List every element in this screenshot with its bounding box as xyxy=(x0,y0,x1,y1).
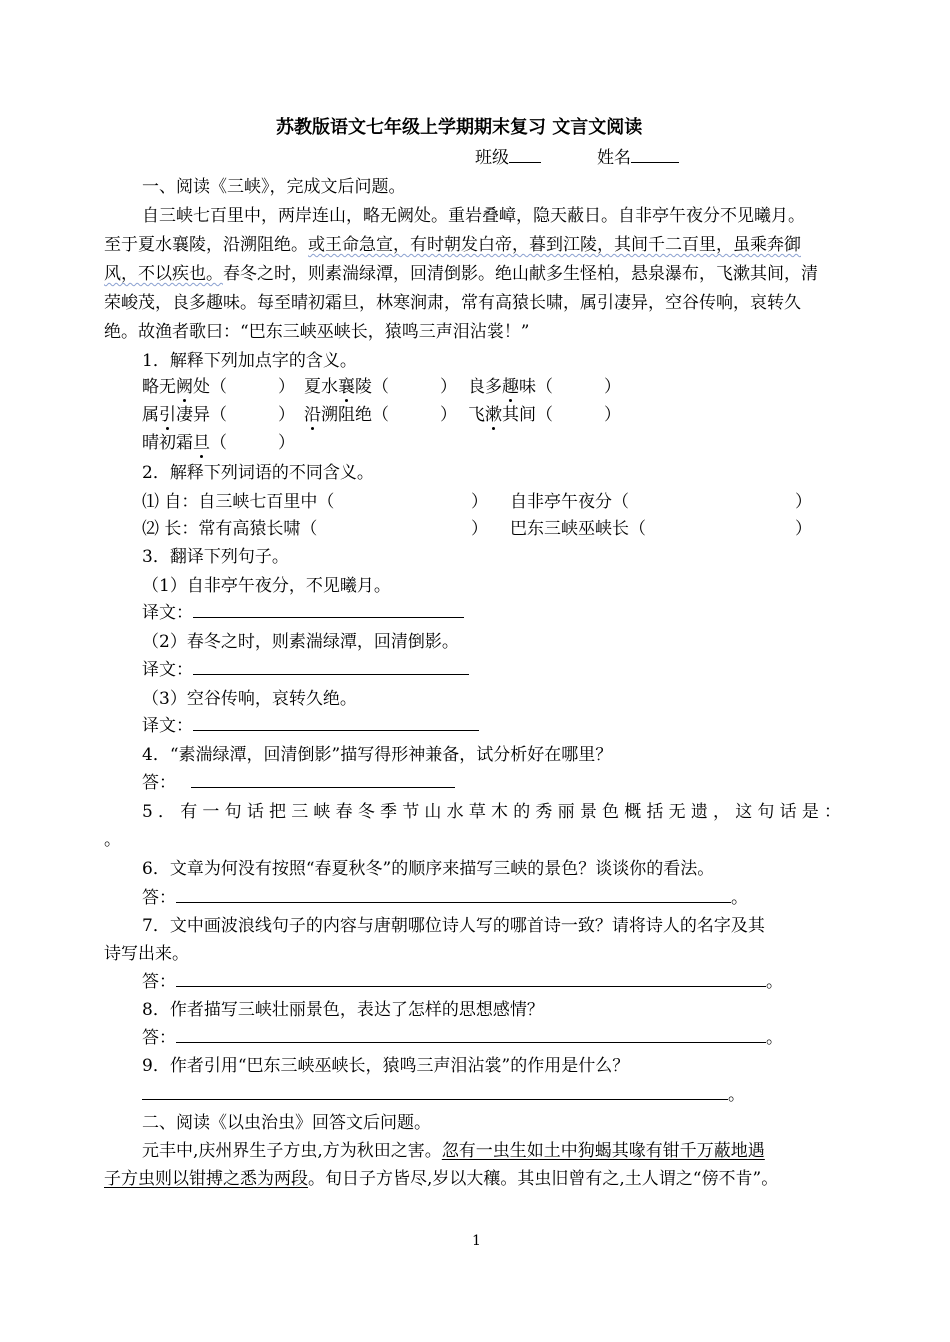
dotted-character: 沿 xyxy=(304,405,321,425)
q2-row-1-left: ⑴ 自：自三峡七百里中（ xyxy=(142,492,335,512)
underlined-sentence: 子方虫则以钳搏之悉为两段 xyxy=(104,1169,308,1189)
name-label: 姓名 xyxy=(597,148,631,168)
question-5-prompt: 5．有一句话把三峡春冬季节山水草木的秀丽景色概括无遗，这句话是： xyxy=(142,802,847,822)
q8-answer xyxy=(142,1026,783,1050)
section1-heading: 一、阅读《三峡》，完成文后问题。 xyxy=(142,177,406,197)
passage-line-4: 荣峻茂，良多趣味。每至晴初霜旦，林寒涧肃，常有高猿长啸，属引凄异，空谷传响，哀转久 xyxy=(104,293,801,313)
q1-item xyxy=(142,431,295,455)
class-field xyxy=(475,146,541,170)
answer-line[interactable] xyxy=(176,970,766,987)
q3-answer-2 xyxy=(142,658,469,682)
answer-paren[interactable]: （ ） xyxy=(210,433,295,453)
answer-paren[interactable]: （ ） xyxy=(536,405,621,425)
q1-word-part: 味 xyxy=(519,377,536,397)
answer-paren[interactable]: （ ） xyxy=(210,377,295,397)
sentence-end: 。 xyxy=(731,888,748,908)
q1-item xyxy=(304,375,457,399)
q3-answer-1 xyxy=(142,601,464,625)
q6-answer xyxy=(142,886,748,910)
q3-sentence-1: （1）自非亭午夜分，不见曦月。 xyxy=(142,576,391,596)
sentence-end: 。 xyxy=(766,1028,783,1048)
class-label: 班级 xyxy=(475,148,509,168)
q1-word-part: 飞 xyxy=(468,405,485,425)
passage-line-3 xyxy=(104,262,818,286)
q7-answer xyxy=(142,970,783,994)
q1-word-part: 其间 xyxy=(502,405,536,425)
passage-text: 元丰中,庆州界生子方虫,方为秋田之害。 xyxy=(142,1141,442,1161)
q2-paren-close[interactable]: ） xyxy=(795,519,812,539)
question-7-prompt-line-1: 7．文中画波浪线句子的内容与唐朝哪位诗人写的哪首诗一致？请将诗人的名字及其 xyxy=(142,916,765,936)
q2-row-2-left: ⑵ 长：常有高猿长啸（ xyxy=(142,519,318,539)
answer-label: 答： xyxy=(142,773,176,793)
q3-answer-3 xyxy=(142,714,479,738)
question-8-prompt: 8．作者描写三峡壮丽景色，表达了怎样的思想感情？ xyxy=(142,1000,544,1020)
q3-sentence-3: （3）空谷传响，哀转久绝。 xyxy=(142,689,357,709)
q1-word-part: 良多 xyxy=(468,377,502,397)
dotted-character: 漱 xyxy=(485,405,502,425)
q1-item xyxy=(142,375,295,399)
dotted-character: 阙 xyxy=(176,377,193,397)
dotted-character: 襄 xyxy=(338,377,355,397)
sentence-end: 。 xyxy=(728,1085,745,1105)
sentence-end: 。 xyxy=(766,972,783,992)
dotted-character: 旦 xyxy=(193,433,210,453)
answer-line[interactable] xyxy=(193,714,479,731)
question-3-prompt: 3．翻译下列句子。 xyxy=(142,547,289,567)
answer-paren[interactable]: （ ） xyxy=(536,377,621,397)
passage-text: 至于夏水襄陵，沿溯阻绝。 xyxy=(104,235,308,255)
q9-answer xyxy=(142,1083,745,1107)
wavy-underlined-sentence: 风，不以疾也。 xyxy=(104,264,223,284)
translation-label: 译文： xyxy=(142,603,193,623)
question-9-prompt: 9．作者引用“巴东三峡巫峡长，猿鸣三声泪沾裳”的作用是什么？ xyxy=(142,1056,630,1076)
answer-line[interactable] xyxy=(176,1026,766,1043)
answer-paren[interactable]: （ ） xyxy=(372,405,457,425)
q1-item xyxy=(304,403,457,427)
question-1-prompt: 1．解释下列加点字的含义。 xyxy=(142,351,357,371)
question-2-prompt: 2．解释下列词语的不同含义。 xyxy=(142,463,374,483)
wavy-underlined-sentence: 或王命急宣，有时朝发白帝，暮到江陵，其间千二百里，虽乘奔御 xyxy=(308,235,801,255)
class-blank[interactable] xyxy=(509,146,541,163)
section2-passage-line-2 xyxy=(104,1167,778,1191)
page-number: 1 xyxy=(472,1233,481,1249)
q1-item xyxy=(468,403,621,427)
page-title: 苏教版语文七年级上学期期末复习 文言文阅读 xyxy=(276,117,643,138)
answer-label: 答： xyxy=(142,972,176,992)
answer-label: 答： xyxy=(142,888,176,908)
passage-text: 春冬之时，则素湍绿潭，回清倒影。绝山献多生怪柏，悬泉瀑布，飞漱其间，清 xyxy=(223,264,818,284)
q2-paren-close[interactable]: ） xyxy=(471,492,488,512)
q1-word-part: 凄异 xyxy=(176,405,210,425)
q1-item xyxy=(468,375,621,399)
q2-row-2-right: 巴东三峡巫峡长（ xyxy=(510,519,646,539)
q2-paren-close[interactable]: ） xyxy=(795,492,812,512)
translation-label: 译文： xyxy=(142,716,193,736)
translation-label: 译文： xyxy=(142,660,193,680)
dotted-character: 趣 xyxy=(502,377,519,397)
q1-word-part: 晴初霜 xyxy=(142,433,193,453)
answer-paren[interactable]: （ ） xyxy=(372,377,457,397)
answer-line[interactable] xyxy=(191,771,455,788)
passage-line-1: 自三峡七百里中，两岸连山，略无阙处。重岩叠嶂，隐天蔽日。自非亭午夜分不见曦月。 xyxy=(142,206,805,226)
q1-word-part: 陵 xyxy=(355,377,372,397)
passage-text: 。旬日子方皆尽,岁以大穰。其虫旧曾有之,土人谓之“傍不肯”。 xyxy=(308,1169,779,1189)
q2-paren-close[interactable]: ） xyxy=(471,519,488,539)
q3-sentence-2: （2）春冬之时，则素湍绿潭，回清倒影。 xyxy=(142,632,459,652)
q4-answer xyxy=(142,771,455,795)
q1-word-part: 略无 xyxy=(142,377,176,397)
passage-line-2 xyxy=(104,233,801,257)
answer-paren[interactable]: （ ） xyxy=(210,405,295,425)
answer-line[interactable] xyxy=(176,886,731,903)
q1-item xyxy=(142,403,295,427)
question-7-prompt-line-2: 诗写出来。 xyxy=(104,944,189,964)
name-field xyxy=(597,146,679,170)
q5-end: 。 xyxy=(104,830,121,850)
q1-word-part: 夏水 xyxy=(304,377,338,397)
question-4-prompt: 4．“素湍绿潭，回清倒影”描写得形神兼备，试分析好在哪里？ xyxy=(142,745,613,765)
section2-passage-line-1 xyxy=(142,1139,765,1163)
section2-heading: 二、阅读《以虫治虫》回答文后问题。 xyxy=(142,1113,431,1133)
answer-line[interactable] xyxy=(193,658,469,675)
q2-row-1-right: 自非亭午夜分（ xyxy=(510,492,629,512)
answer-label: 答： xyxy=(142,1028,176,1048)
question-6-prompt: 6．文章为何没有按照“春夏秋冬”的顺序来描写三峡的景色？谈谈你的看法。 xyxy=(142,859,715,879)
underlined-sentence: 忽有一虫生如土中狗蝎其喙有钳千万蔽地遇 xyxy=(441,1141,765,1161)
dotted-character: 引 xyxy=(159,405,176,425)
passage-line-5: 绝。故渔者歌曰：“巴东三峡巫峡长，猿鸣三声泪沾裳！” xyxy=(104,322,530,342)
q1-word-part: 属 xyxy=(142,405,159,425)
name-blank[interactable] xyxy=(631,146,679,163)
answer-line[interactable] xyxy=(193,601,464,618)
q1-word-part: 处 xyxy=(193,377,210,397)
q1-word-part: 溯阻绝 xyxy=(321,405,372,425)
answer-line[interactable] xyxy=(142,1083,728,1100)
